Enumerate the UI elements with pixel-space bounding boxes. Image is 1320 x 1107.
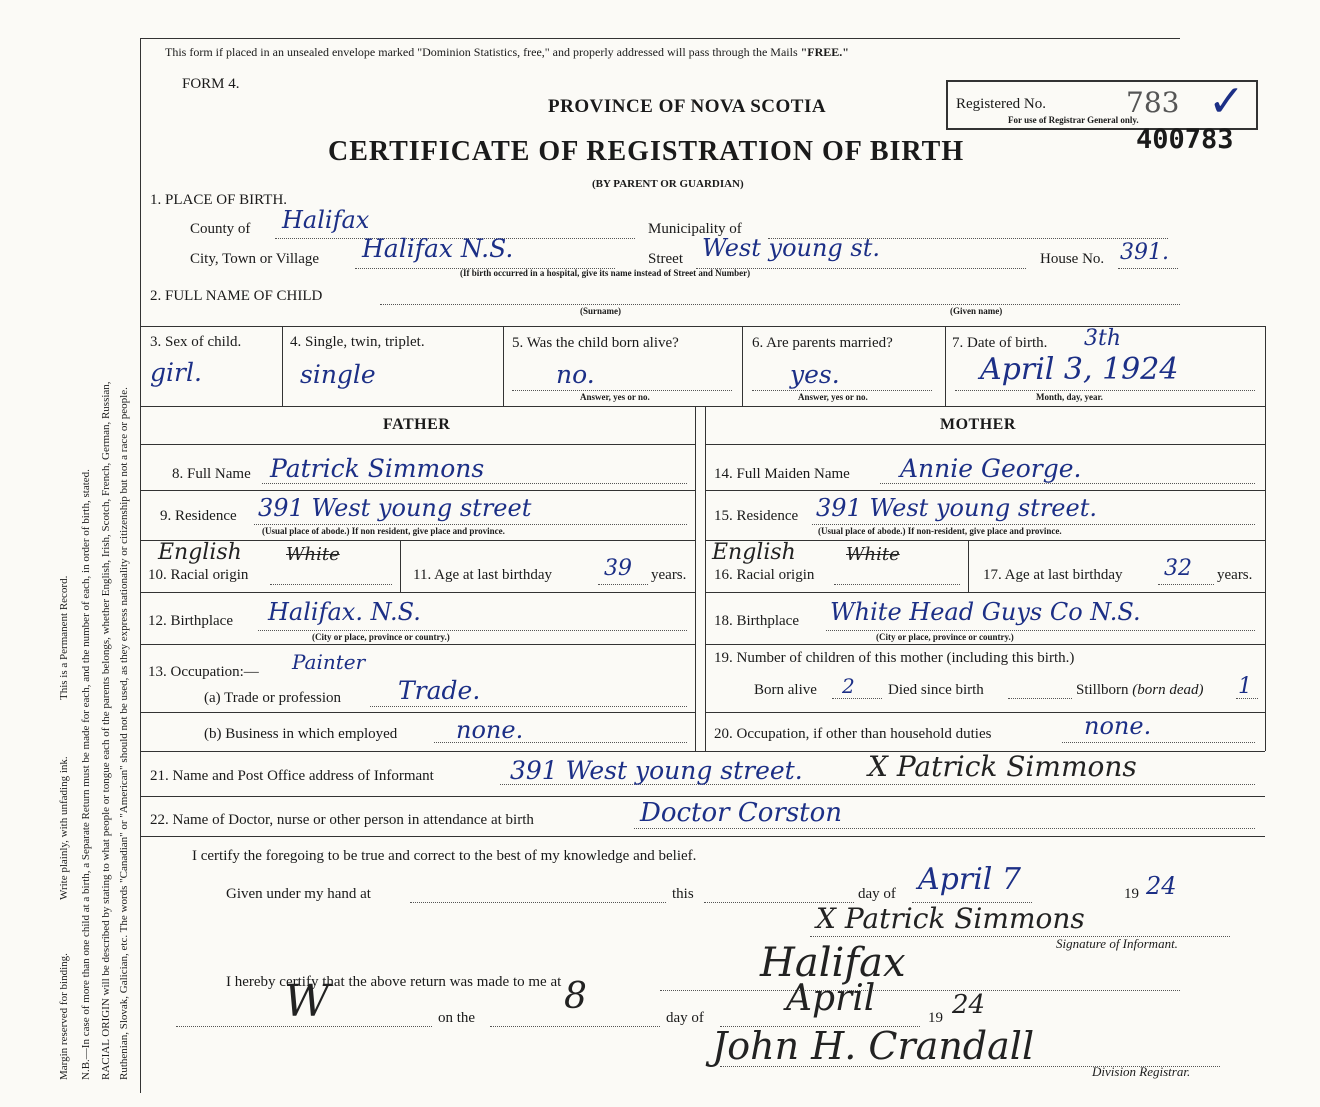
- mother-occ-label: 20. Occupation, if other than household duties: [714, 726, 992, 742]
- mother-heading: MOTHER: [940, 416, 1016, 433]
- margin-permanent: This is a Permanent Record.: [58, 575, 70, 700]
- margin-nb3: Ruthenian, Slovak, Galician, etc. The words "Canadian" or "American" should not be used, as they express nationality or citizenship but not a race or people.: [118, 387, 130, 1080]
- father-heading: FATHER: [383, 416, 451, 433]
- died-since-label: Died since birth: [888, 682, 984, 698]
- given-label: Given under my hand at: [226, 886, 371, 902]
- on-the-label: on the: [438, 1010, 476, 1026]
- father-name-label: 8. Full Name: [172, 466, 251, 482]
- informant-label: 21. Name and Post Office address of Informant: [150, 768, 434, 784]
- father-trade-label: (a) Trade or profession: [204, 690, 342, 706]
- multiple-value: single: [300, 360, 376, 389]
- municipality-label: Municipality of: [648, 221, 742, 237]
- mother-children-label: 19. Number of children of this mother (including this birth.): [714, 650, 1075, 666]
- stillborn-value: 1: [1238, 674, 1252, 699]
- father-racial-struck: White: [286, 544, 340, 565]
- father-racial-value: English: [158, 540, 242, 565]
- registrar-initials: W: [284, 976, 330, 1027]
- left-border: [140, 38, 141, 1093]
- check-mark: ✓: [1208, 76, 1245, 127]
- mother-years: years.: [1217, 567, 1253, 583]
- mother-residence-label: 15. Residence: [714, 508, 799, 524]
- margin-nb1: N.B.—In case of more than one child at a birth, a Separate Return must be made for each, and the number of each, in order of birth, stated.: [80, 469, 92, 1080]
- certify-year-prefix: 19: [1124, 886, 1139, 902]
- alive-label: 5. Was the child born alive?: [512, 335, 679, 351]
- dob-note: Month, day, year.: [1036, 392, 1103, 402]
- father-abode-note: (Usual place of abode.) If non resident, give place and province.: [262, 526, 505, 536]
- house-label: House No.: [1040, 251, 1105, 267]
- division-registrar-label: Division Registrar.: [1092, 1064, 1191, 1079]
- mother-occ: none.: [1084, 712, 1152, 740]
- mother-birthplace: White Head Guys Co N.S.: [830, 598, 1141, 626]
- married-value: yes.: [790, 360, 840, 389]
- married-note: Answer, yes or no.: [798, 392, 868, 402]
- father-age-label: 11. Age at last birthday: [413, 567, 552, 583]
- dob-value: April 3, 1924: [980, 352, 1179, 387]
- margin-unfading: Write plainly, with unfading ink.: [58, 756, 70, 900]
- registrar-signature: John H. Crandall: [712, 1024, 1035, 1068]
- street-label: Street: [648, 251, 683, 267]
- mother-bp-note: (City or place, province or country.): [876, 632, 1014, 642]
- mother-name: Annie George.: [900, 454, 1082, 483]
- mother-birthplace-label: 18. Birthplace: [714, 613, 799, 629]
- father-trade: Trade.: [398, 676, 481, 705]
- father-birthplace: Halifax. N.S.: [268, 598, 421, 626]
- multiple-label: 4. Single, twin, triplet.: [290, 334, 425, 350]
- born-alive-value: 2: [842, 674, 855, 698]
- alive-note: Answer, yes or no.: [580, 392, 650, 402]
- day-of-label: day of: [858, 886, 896, 902]
- child-name-line: [380, 304, 1180, 305]
- child-name-heading: 2. FULL NAME OF CHILD: [150, 288, 323, 304]
- stamp-number: 400783: [1136, 124, 1234, 155]
- doctor-label: 22. Name of Doctor, nurse or other person in attendance at birth: [150, 812, 534, 828]
- born-alive-label: Born alive: [754, 682, 817, 698]
- mother-abode-note: (Usual place of abode.) If non-resident, give place and province.: [818, 526, 1062, 536]
- father-business-label: (b) Business in which employed: [204, 726, 398, 742]
- mother-racial-value: English: [712, 540, 796, 565]
- mother-name-label: 14. Full Maiden Name: [714, 466, 850, 482]
- hospital-note: (If birth occurred in a hospital, give its name instead of Street and Number): [460, 268, 751, 278]
- registrar-place: Halifax: [760, 940, 906, 986]
- stillborn-label: Stillborn (born dead): [1076, 682, 1204, 698]
- certify-signature: X Patrick Simmons: [816, 902, 1085, 935]
- stillborn-note: (born dead): [1132, 682, 1204, 698]
- form-number: FORM 4.: [182, 76, 240, 92]
- father-age: 39: [604, 556, 632, 581]
- doctor-name: Doctor Corston: [640, 798, 843, 828]
- father-name: Patrick Simmons: [270, 454, 485, 483]
- registration-note: For use of Registrar General only.: [1008, 115, 1139, 125]
- registrar-day-of-label: day of: [666, 1010, 704, 1026]
- city-value: Halifax N.S.: [362, 234, 514, 263]
- father-business: none.: [456, 716, 524, 744]
- sex-value: girl.: [150, 358, 202, 387]
- certify-month: April 7: [918, 862, 1022, 897]
- mother-age-label: 17. Age at last birthday: [983, 567, 1123, 583]
- dob-day: 3th: [1084, 326, 1122, 351]
- informant-address: 391 West young street.: [510, 756, 803, 785]
- sex-label: 3. Sex of child.: [150, 334, 242, 350]
- mother-residence: 391 West young street.: [816, 494, 1097, 522]
- registration-box: [946, 76, 1258, 130]
- father-birthplace-label: 12. Birthplace: [148, 613, 233, 629]
- registration-number: 783: [1126, 86, 1180, 119]
- margin-nb2: RACIAL ORIGIN will be described by stating to what people or tongue each of the parents belongs, whether English, Irish, Scotch, French, German, Russian,: [100, 381, 112, 1080]
- father-residence: 391 West young street: [258, 494, 532, 522]
- father-occ-label: 13. Occupation:—: [148, 664, 259, 680]
- father-occ: Painter: [292, 650, 366, 674]
- margin-binding: Margin reserved for binding.: [58, 953, 70, 1080]
- county-label: County of: [190, 221, 251, 237]
- surname-note: (Surname): [580, 306, 621, 316]
- signature-of-informant: Signature of Informant.: [1056, 936, 1178, 951]
- father-years: years.: [651, 567, 687, 583]
- registrar-year-prefix: 19: [928, 1010, 943, 1026]
- city-label: City, Town or Village: [190, 251, 320, 267]
- top-border: [140, 38, 1180, 39]
- dob-label: 7. Date of birth.: [952, 335, 1048, 351]
- mother-age: 32: [1164, 556, 1192, 581]
- married-label: 6. Are parents married?: [752, 335, 893, 351]
- informant-signature: X Patrick Simmons: [868, 750, 1137, 783]
- registrar-day: 8: [564, 976, 587, 1017]
- house-line: [1118, 268, 1178, 269]
- mail-notice: This form if placed in an unsealed envelope marked "Dominion Statistics, free," and properly addressed will pass through the Mails "FREE.": [165, 45, 849, 59]
- father-residence-label: 9. Residence: [160, 508, 237, 524]
- place-heading: 1. PLACE OF BIRTH.: [150, 192, 288, 208]
- father-bp-note: (City or place, province or country.): [312, 632, 450, 642]
- mother-racial-label: 16. Racial origin: [714, 567, 815, 583]
- page-title: CERTIFICATE OF REGISTRATION OF BIRTH: [328, 136, 965, 167]
- alive-value: no.: [556, 360, 595, 389]
- given-name-note: (Given name): [950, 306, 1003, 316]
- certify-year: 24: [1146, 872, 1177, 900]
- registrar-year: 24: [952, 990, 986, 1020]
- registration-label: Registered No.: [956, 96, 1046, 112]
- mother-racial-struck: White: [846, 544, 900, 565]
- street-value: West young st.: [702, 234, 881, 262]
- province-heading: PROVINCE OF NOVA SCOTIA: [548, 96, 827, 117]
- this-label: this: [672, 886, 694, 902]
- county-value: Halifax: [282, 206, 370, 234]
- registrar-statement: I hereby certify that the above return was made to me at: [226, 974, 562, 990]
- registrar-month: April: [786, 978, 876, 1019]
- certify-statement: I certify the foregoing to be true and correct to the best of my knowledge and belief.: [192, 848, 697, 864]
- house-value: 391.: [1120, 240, 1169, 265]
- father-racial-label: 10. Racial origin: [148, 567, 249, 583]
- page-subtitle: (BY PARENT OR GUARDIAN): [592, 178, 744, 190]
